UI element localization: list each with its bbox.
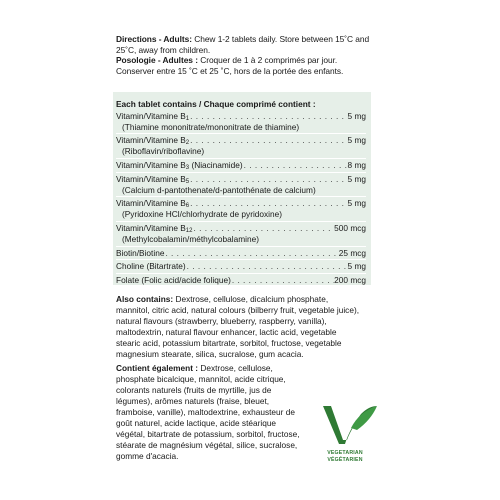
dot-leader bbox=[192, 223, 334, 234]
vegetarian-label-en: VEGETARIAN bbox=[327, 450, 363, 456]
nutrient-source: (Riboflavin/riboflavine) bbox=[122, 146, 205, 157]
also-contains-fr-title: Contient également : bbox=[116, 363, 199, 373]
nutrient-name bbox=[116, 111, 189, 122]
nutrient-amount: 5 mg bbox=[347, 261, 366, 272]
nutrition-header: Each tablet contains / Chaque comprimé contient : bbox=[116, 99, 316, 109]
dot-leader bbox=[189, 198, 347, 209]
nutrient-amount: 5 mg bbox=[347, 173, 366, 184]
nutrient-name-text: Vitamin/Vitamine B bbox=[116, 222, 186, 233]
nutrient-name-text: Choline (Bitartrate) bbox=[116, 261, 186, 272]
also-contains-en-title: Also contains: bbox=[116, 294, 174, 304]
nutrient-subscript: 2 bbox=[185, 140, 190, 147]
also-contains-en bbox=[116, 294, 362, 360]
nutrient-subscript: 3 bbox=[185, 164, 190, 171]
also-contains-en-text: Dextrose, cellulose, dicalcium phosphate, mannitol, citric acid, natural colours (bilberry fruit, vegetable juice), natural flavours (strawberry, blueberry, raspberry, vanilla), maltodextrin, natural flavour enhancer, lactic acid, vegetable stearic acid, potassium bitartrate, sorbitol, fructose, vegetable magnesium stearate, silica, sucralose, gum acacia. bbox=[116, 294, 360, 359]
nutrient-name-text: Vitamin/Vitamine B bbox=[116, 173, 186, 184]
vegetarian-label-fr: VÉGÉTARIEN bbox=[327, 457, 363, 463]
nutrient-row bbox=[116, 133, 366, 146]
nutrient-row bbox=[116, 111, 366, 122]
also-contains-fr bbox=[116, 363, 301, 462]
directions-fr bbox=[116, 55, 370, 76]
nutrient-row bbox=[116, 259, 366, 272]
v-leaf-logo-icon bbox=[305, 400, 385, 450]
nutrient-name-suffix: (Niacinamide) bbox=[189, 159, 243, 170]
nutrient-source: (Calcium d-pantothenate/d-pantothénate de calcium) bbox=[122, 184, 316, 195]
nutrient-subscript: 6 bbox=[185, 203, 190, 210]
directions-en bbox=[116, 34, 370, 55]
nutrient-amount: 200 mcg bbox=[334, 275, 366, 286]
directions-fr-text: Croquer de 1 à 2 comprimés par jour. Conserver entre 15 ˚C et 25 ˚C, hors de la portée des enfants. bbox=[116, 55, 344, 76]
nutrient-name bbox=[116, 261, 186, 272]
nutrient-source: (Pyridoxine HCl/chlorhydrate de pyridoxine) bbox=[122, 209, 283, 220]
nutrient-row bbox=[116, 246, 366, 259]
nutrient-row bbox=[116, 273, 366, 286]
nutrient-source: (Thiamine mononitrate/mononitrate de thiamine) bbox=[122, 121, 300, 132]
nutrient-name-text: Biotin/Biotine bbox=[116, 247, 165, 258]
also-contains-fr-text: Dextrose, cellulose, phosphate bicalcique, mannitol, acide citrique, colorants naturels (fruits de myrtille, jus de légumes), arômes naturels (fraise, bleuet, framboise, vanille), maltodextrine, exhausteur de goût naturel, acide lactique, acide stéarique végétal, bitartrate de potassium, sorbitol, fructose, stéarate de magnésium végétal, silice, sucralose, gomme d'acacia. bbox=[116, 363, 300, 461]
nutrient-row bbox=[116, 221, 366, 234]
nutrient-row bbox=[116, 158, 366, 171]
nutrient-amount: 5 mg bbox=[347, 198, 366, 209]
nutrient-name-text: Vitamin/Vitamine B bbox=[116, 135, 186, 146]
nutrient-amount: 8 mg bbox=[347, 159, 366, 170]
nutrient-subscript: 12 bbox=[185, 227, 193, 234]
nutrient-source: (Methylcobalamin/méthylcobalamine) bbox=[122, 233, 259, 244]
nutrient-name-text: Vitamin/Vitamine B bbox=[116, 110, 186, 121]
nutrient-amount: 5 mg bbox=[347, 135, 366, 146]
dot-leader bbox=[189, 111, 347, 122]
nutrient-name bbox=[116, 174, 189, 185]
directions-en-title: Directions - Adults: bbox=[116, 34, 192, 44]
nutrient-name bbox=[116, 275, 231, 286]
nutrition-table bbox=[116, 99, 366, 286]
nutrient-row bbox=[116, 196, 366, 209]
nutrient-subscript: 5 bbox=[185, 178, 190, 185]
nutrient-name-text: Folate (Folic acid/acide folique) bbox=[116, 275, 231, 286]
dot-leader bbox=[164, 248, 338, 259]
directions-fr-title: Posologie - Adultes : bbox=[116, 55, 198, 66]
nutrient-name bbox=[116, 198, 189, 209]
vegetarian-badge bbox=[305, 400, 385, 466]
dot-leader bbox=[189, 135, 347, 146]
nutrient-name bbox=[116, 135, 189, 146]
dot-leader bbox=[231, 275, 334, 286]
nutrient-name bbox=[116, 248, 164, 259]
nutrient-name-text: Vitamin/Vitamine B bbox=[116, 198, 186, 209]
nutrient-subscript: 1 bbox=[185, 115, 190, 122]
directions-en-text: Chew 1-2 tablets daily. Store between 15˚C and 25˚C, away from children. bbox=[116, 34, 370, 55]
nutrient-name bbox=[116, 223, 192, 234]
directions-section bbox=[116, 34, 370, 76]
dot-leader bbox=[189, 174, 347, 185]
dot-leader bbox=[186, 261, 348, 272]
dot-leader bbox=[243, 160, 348, 171]
nutrition-panel bbox=[113, 92, 371, 285]
nutrient-name bbox=[116, 160, 243, 171]
nutrient-row bbox=[116, 172, 366, 185]
nutrient-name-text: Vitamin/Vitamine B bbox=[116, 159, 186, 170]
nutrient-amount: 5 mg bbox=[347, 110, 366, 121]
nutrient-amount: 25 mcg bbox=[338, 247, 366, 258]
nutrient-amount: 500 mcg bbox=[334, 222, 366, 233]
